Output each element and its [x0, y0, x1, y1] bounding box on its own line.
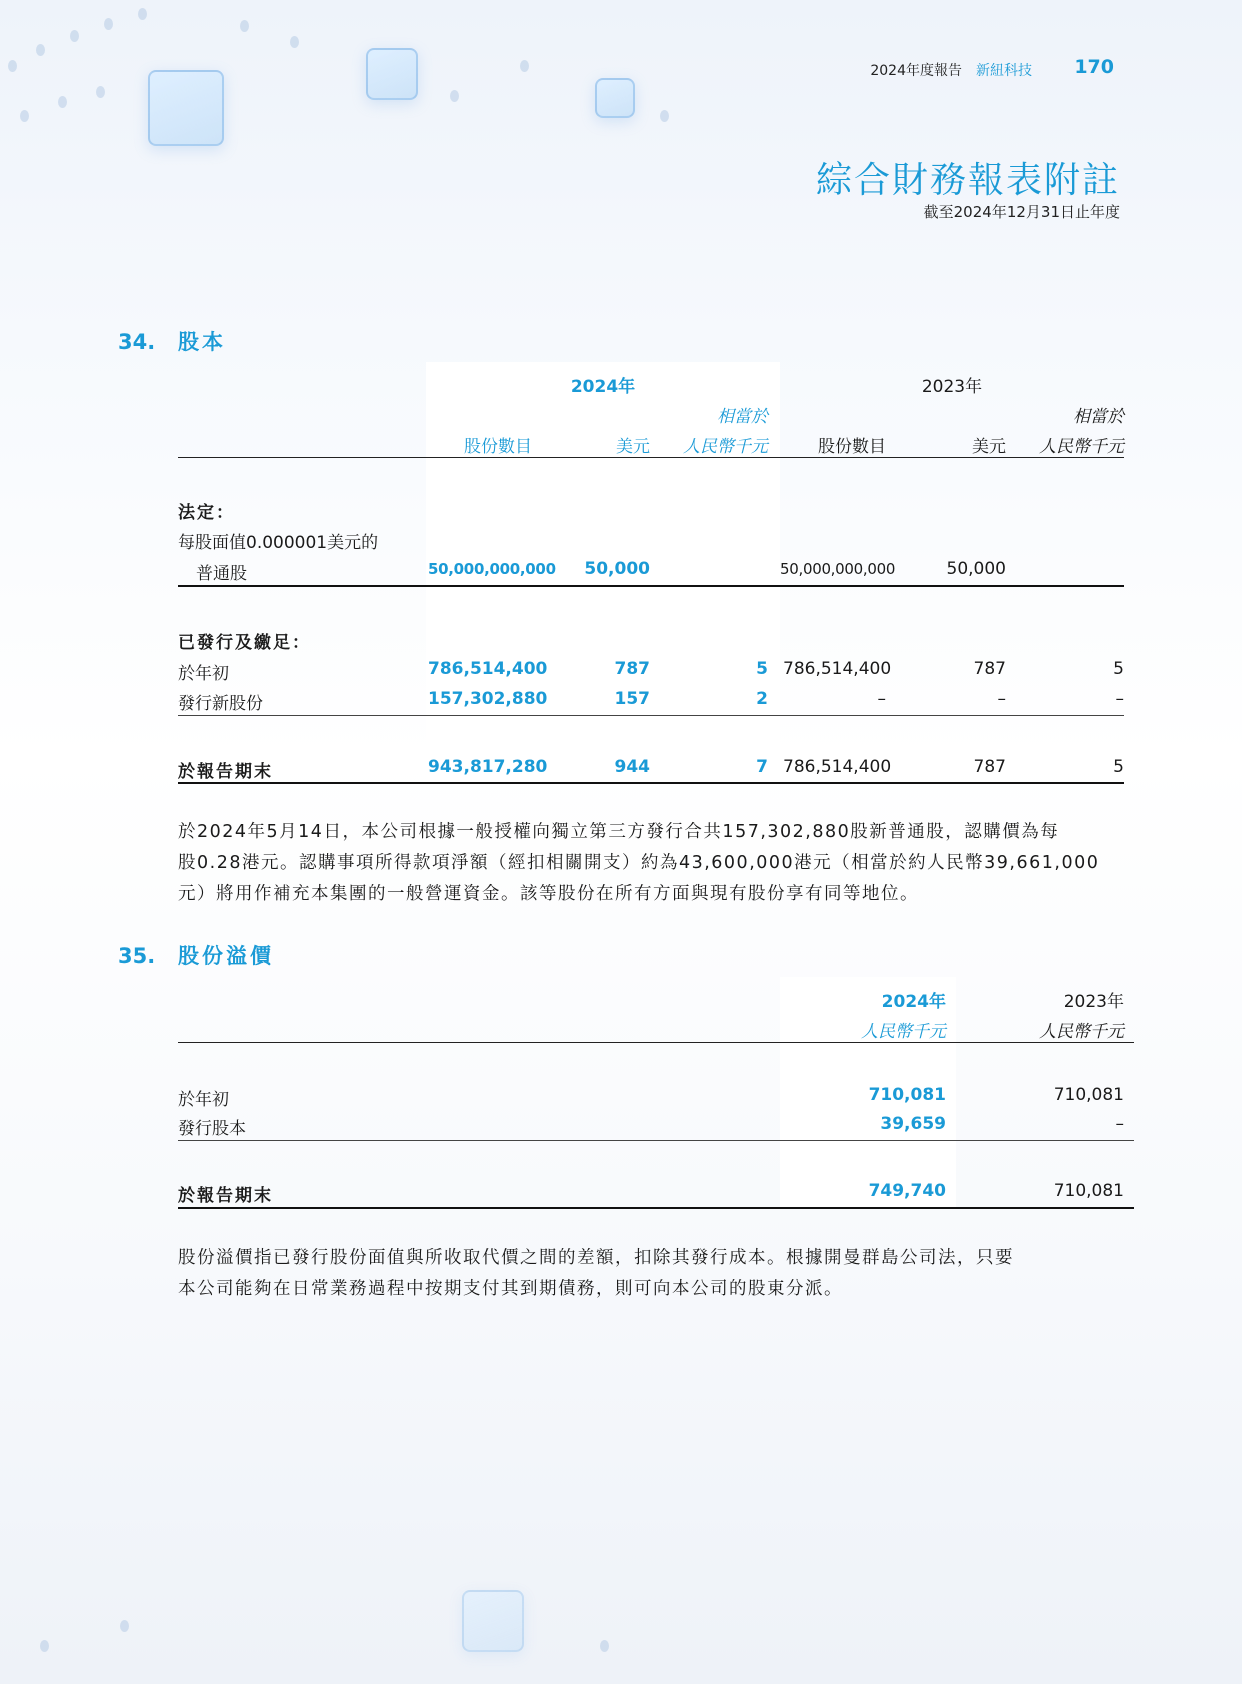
- paragraph-line: 元）將用作補充本集團的一般營運資金。該等股份在所有方面與現有股份享有同等地位。: [178, 884, 919, 904]
- authorised-label: 法定：: [178, 503, 235, 523]
- section-number: 35.: [118, 944, 156, 968]
- value-2023: 710,081: [1053, 1085, 1124, 1105]
- total-label: 於報告期末: [178, 1186, 273, 1206]
- equiv-header-2023: 相當於: [1073, 407, 1124, 427]
- row-label: 於年初: [178, 664, 229, 684]
- authorised-shares-2023: 50,000,000,000: [780, 560, 896, 578]
- dot: [120, 1620, 129, 1632]
- unit-2024: 人民幣千元: [861, 1022, 946, 1042]
- col-shares-2024: 股份數目: [464, 437, 532, 457]
- section-title: 股本: [178, 330, 226, 354]
- subtotal-rule: [178, 1140, 1134, 1141]
- value-2024: 710,081: [868, 1085, 946, 1105]
- company-name: 新紐科技: [976, 63, 1032, 79]
- rmb-2024: 5: [756, 659, 768, 679]
- section-number: 34.: [118, 330, 156, 354]
- col-shares-2023: 股份數目: [818, 437, 886, 457]
- total-2024: 749,740: [868, 1181, 946, 1201]
- authorised-usd-2023: 50,000: [946, 559, 1006, 579]
- paragraph-line: 股份溢價指已發行股份面值與所收取代價之間的差額，扣除其發行成本。根據開曼群島公司法，只要: [178, 1248, 1014, 1268]
- total-shares-2023: 786,514,400: [783, 757, 892, 777]
- dot: [58, 96, 67, 108]
- total-usd-2023: 787: [973, 757, 1006, 777]
- dot: [138, 8, 147, 20]
- page-number: 170: [1074, 56, 1114, 78]
- authorised-rule: [178, 585, 1124, 587]
- total-usd-2024: 944: [614, 757, 650, 777]
- section-heading-35: [118, 940, 274, 970]
- dot: [20, 110, 29, 122]
- year-2023-header: 2023年: [1063, 992, 1124, 1012]
- dot: [36, 44, 45, 56]
- issued-label: 已發行及繳足：: [178, 633, 311, 653]
- authorised-shares-2024: 50,000,000,000: [428, 560, 556, 578]
- col-rmb-2024: 人民幣千元: [683, 437, 768, 457]
- total-shares-2024: 943,817,280: [428, 757, 548, 777]
- usd-2023: 787: [973, 659, 1006, 679]
- cube-graphic: [595, 78, 635, 118]
- rmb-2023: 5: [1113, 659, 1124, 679]
- authorised-desc-line1: 每股面值0.000001美元的: [178, 533, 379, 553]
- paragraph-line: 於2024年5月14日，本公司根據一般授權向獨立第三方發行合共157,302,880股新普通股，認購價為每: [178, 822, 1060, 842]
- rmb-2024: 2: [756, 689, 768, 709]
- col-rmb-2023: 人民幣千元: [1039, 437, 1124, 457]
- report-name: 2024年度報告: [870, 63, 962, 79]
- note34-paragraph: [178, 817, 1124, 910]
- dot: [240, 20, 249, 32]
- total-rule: [178, 782, 1124, 784]
- dot: [660, 110, 669, 122]
- value-2023: –: [1115, 1114, 1124, 1134]
- row-label: 發行新股份: [178, 694, 263, 714]
- total-rmb-2024: 7: [756, 757, 768, 777]
- section-heading-34: [118, 326, 226, 356]
- col-usd-2024: 美元: [616, 437, 650, 457]
- shares-2024: 157,302,880: [428, 689, 548, 709]
- value-2024: 39,659: [880, 1114, 946, 1134]
- rmb-2023: –: [1115, 689, 1124, 709]
- section-title: 股份溢價: [178, 944, 274, 968]
- header-rule: [178, 1042, 1134, 1043]
- unit-2023: 人民幣千元: [1039, 1022, 1124, 1042]
- note35-paragraph: [178, 1243, 1124, 1305]
- dot: [600, 1640, 609, 1652]
- total-2023: 710,081: [1053, 1181, 1124, 1201]
- authorised-usd-2024: 50,000: [584, 559, 650, 579]
- dot: [450, 90, 459, 102]
- shares-2023: 786,514,400: [783, 659, 892, 679]
- usd-2024: 157: [614, 689, 650, 709]
- dot: [104, 18, 113, 30]
- total-rmb-2023: 5: [1113, 757, 1124, 777]
- paragraph-line: 股0.28港元。認購事項所得款項淨額（經扣相關開支）約為43,600,000港元（相當於約人民幣39,661,000: [178, 853, 1100, 873]
- authorised-desc-line2: 普通股: [196, 564, 247, 584]
- shares-2023: –: [877, 689, 886, 709]
- page-subtitle: 截至2024年12月31日止年度: [923, 203, 1120, 221]
- paragraph-line: 本公司能夠在日常業務過程中按期支付其到期債務，則可向本公司的股東分派。: [178, 1279, 843, 1299]
- usd-2023: –: [997, 689, 1006, 709]
- usd-2024: 787: [614, 659, 650, 679]
- dot: [96, 86, 105, 98]
- page-header: [0, 58, 1242, 82]
- year-2024-header: 2024年: [881, 992, 946, 1012]
- header-rule: [178, 457, 1124, 458]
- total-label: 於報告期末: [178, 762, 273, 782]
- row-label: 發行股本: [178, 1119, 246, 1139]
- year-2023-header: 2023年: [921, 377, 983, 397]
- page-title: 綜合財務報表附註: [815, 160, 1120, 201]
- dot: [40, 1640, 49, 1652]
- total-rule: [178, 1207, 1134, 1209]
- dot: [290, 36, 299, 48]
- row-label: 於年初: [178, 1090, 229, 1110]
- subtotal-rule: [178, 715, 1124, 716]
- shares-2024: 786,514,400: [428, 659, 548, 679]
- equiv-header-2024: 相當於: [717, 407, 768, 427]
- col-usd-2023: 美元: [972, 437, 1006, 457]
- cube-graphic: [462, 1590, 524, 1652]
- dot: [70, 30, 79, 42]
- year-2024-header: 2024年: [570, 377, 636, 397]
